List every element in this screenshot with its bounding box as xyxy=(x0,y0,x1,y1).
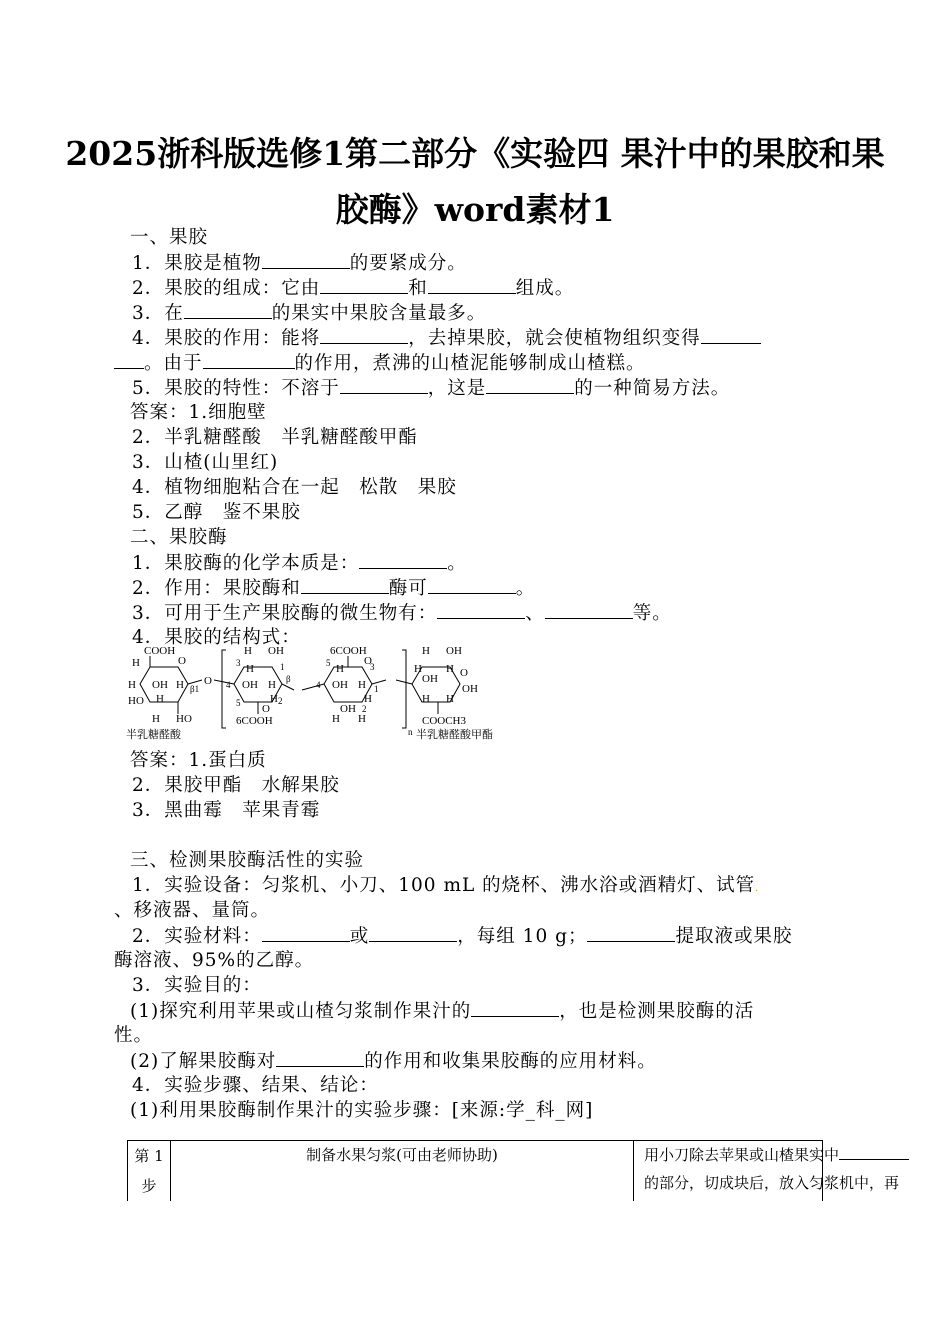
answer-line: 答案：1.细胞壁 xyxy=(130,402,267,423)
formula-label: β xyxy=(286,674,291,684)
blank xyxy=(701,325,761,344)
text: ，去掉果胶，就会使植物组织变得 xyxy=(408,328,701,349)
text: ，每组 10 g； xyxy=(457,926,588,947)
formula-label: H xyxy=(246,663,254,675)
answer-line: 5．乙醇 鉴不果胶 xyxy=(132,502,301,523)
table-cell-title: 制备水果匀浆(可由老师协助) xyxy=(171,1141,634,1201)
formula-label: H xyxy=(332,713,340,725)
blank xyxy=(262,250,350,269)
question-line: 4．果胶的结构式： xyxy=(132,627,301,648)
formula-label: H xyxy=(446,693,454,705)
question-line xyxy=(114,350,834,376)
document-title: 2025浙科版选修1第二部分《实验四 果汁中的果胶和果胶酶》word素材1 xyxy=(65,134,885,229)
formula-label: OH xyxy=(446,645,462,657)
blank xyxy=(203,350,295,369)
blank xyxy=(301,575,389,594)
text: 。由于 xyxy=(144,353,203,374)
formula-label: H xyxy=(414,663,422,675)
blank xyxy=(471,998,559,1017)
blank xyxy=(320,275,408,294)
text: 提取液或果胶 xyxy=(675,926,793,947)
formula-label: H xyxy=(152,713,160,725)
text: 等。 xyxy=(632,603,672,624)
answer-line: 3．山楂(山里红) xyxy=(132,452,279,473)
text: 组成。 xyxy=(515,278,575,299)
text-line: 、移液器、量筒。 xyxy=(114,900,271,921)
formula-label: H xyxy=(364,693,372,705)
question-line xyxy=(132,250,852,276)
text: 2．实验材料： xyxy=(132,926,262,947)
text-line: 酶溶液、95%的乙醇。 xyxy=(114,950,315,971)
formula-label: H xyxy=(446,663,454,675)
text: 、 xyxy=(525,603,545,624)
formula-label: H xyxy=(268,679,276,691)
step-number: 第 1 xyxy=(134,1147,164,1165)
formula-label: OH xyxy=(340,703,356,715)
blank xyxy=(340,375,428,394)
right-bracket xyxy=(402,650,406,728)
description-line xyxy=(644,1141,840,1169)
text-line: 3．实验目的： xyxy=(132,975,262,996)
formula-label: 3 xyxy=(370,662,375,672)
text: 的作用和收集果胶酶的应用材料。 xyxy=(364,1051,657,1072)
formula-label: OH xyxy=(422,673,438,685)
formula-label: OH xyxy=(242,679,258,691)
text: 和 xyxy=(408,278,428,299)
formula-label: 6COOH xyxy=(330,645,367,657)
formula-label: H xyxy=(270,693,278,705)
step-word: 步 xyxy=(141,1177,157,1195)
formula-label: HO xyxy=(176,713,192,725)
formula-label: 1 xyxy=(280,662,285,672)
text: 1．实验设备：匀浆机、小刀、100 mL 的烧杯、沸水浴或酒精灯、试管 xyxy=(132,875,756,896)
blank xyxy=(262,923,350,942)
text: 的要紧成分。 xyxy=(349,253,467,274)
table-cell-step xyxy=(128,1141,171,1201)
text: 。 xyxy=(515,578,536,599)
blank xyxy=(839,1141,909,1160)
text-line xyxy=(130,1048,850,1074)
formula-label: H xyxy=(244,645,252,657)
text: 4．果胶的作用：能将 xyxy=(132,328,321,349)
formula-label: 4 xyxy=(316,680,321,690)
formula-label: 6COOH xyxy=(236,715,273,727)
answer-line: 2．果胶甲酯 水解果胶 xyxy=(132,775,340,796)
blank xyxy=(359,550,447,569)
section-heading: 三、检测果胶酶活性的实验 xyxy=(130,850,365,871)
text-line xyxy=(130,998,850,1024)
text: 或 xyxy=(349,926,370,947)
formula-label: H xyxy=(358,679,366,691)
question-line xyxy=(132,325,852,351)
blank xyxy=(428,275,516,294)
question-line xyxy=(132,375,852,401)
description-line: 的部分，切成块后，放入匀浆机中，再 xyxy=(644,1174,900,1192)
formula-label: O xyxy=(364,655,372,667)
question-line xyxy=(132,550,852,576)
text: 的作用，煮沸的山楂泥能够制成山楂糕。 xyxy=(294,353,646,374)
text: 5．果胶的特性：不溶于 xyxy=(132,378,340,399)
formula-label: 4 xyxy=(226,680,231,690)
text-line: (1)利用果胶酶制作果汁的实验步骤：[来源:学_科_网] xyxy=(130,1100,594,1121)
answer-line: 4．植物细胞粘合在一起 松散 果胶 xyxy=(132,477,457,498)
text: 的果实中果胶含量最多。 xyxy=(271,303,487,324)
formula-label: 1 xyxy=(374,684,379,694)
text: 用小刀除去苹果或山楂果实中 xyxy=(644,1146,840,1164)
text: 1．果胶酶的化学本质是： xyxy=(132,553,360,574)
formula-label: H xyxy=(128,679,136,691)
text: (2)了解果胶酶对 xyxy=(130,1051,277,1072)
answer-line: 2．半乳糖醛酸 半乳糖醛酸甲酯 xyxy=(132,427,418,448)
formula-label: H xyxy=(422,645,430,657)
formula-label: O xyxy=(178,655,186,667)
formula-label: HO xyxy=(128,695,144,707)
question-line xyxy=(132,575,852,601)
formula-label: COOCH3 xyxy=(422,715,467,727)
answer-line: 3．黑曲霉 苹果青霉 xyxy=(132,800,321,821)
marker-dot: . xyxy=(755,884,760,894)
section-heading: 一、果胶 xyxy=(130,227,209,248)
blank xyxy=(320,325,408,344)
blank xyxy=(428,575,516,594)
text: 。 xyxy=(447,553,467,574)
text-line: 性。 xyxy=(114,1025,154,1046)
formula-label: OH xyxy=(268,645,284,657)
formula-label: OH xyxy=(152,679,168,691)
blank xyxy=(276,1048,364,1067)
blank xyxy=(437,600,525,619)
text: ，这是 xyxy=(427,378,487,399)
formula-label: H xyxy=(132,657,140,669)
formula-label: 2 xyxy=(362,704,367,714)
blank xyxy=(184,300,272,319)
formula-label: H xyxy=(358,713,366,725)
formula-label: H xyxy=(156,693,164,705)
text: 的一种简易方法。 xyxy=(574,378,731,399)
blank xyxy=(545,600,633,619)
formula-label: 3 xyxy=(236,658,241,668)
repeat-n-label: n xyxy=(408,727,413,737)
experiment-steps-table xyxy=(127,1140,900,1201)
text: 3．可用于生产果胶酶的微生物有： xyxy=(132,603,438,624)
formula-label: H xyxy=(422,693,430,705)
table-cell-description xyxy=(634,1141,900,1201)
formula-label: H xyxy=(336,663,344,675)
pectin-structure-figure xyxy=(122,642,512,742)
question-line xyxy=(132,300,852,326)
text: ，也是检测果胶酶的活 xyxy=(559,1001,755,1022)
blank xyxy=(587,923,675,942)
formula-label: COOH xyxy=(144,645,176,657)
text-line: 4．实验步骤、结果、结论： xyxy=(132,1075,379,1096)
formula-label: 5 xyxy=(236,698,241,708)
blank xyxy=(486,375,574,394)
formula-label: OH xyxy=(462,683,478,695)
text-line xyxy=(132,923,852,949)
blank xyxy=(369,923,457,942)
formula-label: H xyxy=(176,679,184,691)
text: 2．作用：果胶酶和 xyxy=(132,578,301,599)
answer-line: 答案：1.蛋白质 xyxy=(130,750,267,771)
text: 3．在 xyxy=(132,303,184,324)
formula-label: 5 xyxy=(326,658,331,668)
right-compound-label: 半乳糖醛酸甲酯 xyxy=(416,729,493,741)
section-heading: 二、果胶酶 xyxy=(130,527,228,548)
formula-label: O xyxy=(262,703,270,715)
question-line xyxy=(132,600,852,626)
formula-label: O xyxy=(460,667,468,679)
text: 2．果胶的组成：它由 xyxy=(132,278,321,299)
text: (1)探究利用苹果或山楂匀浆制作果汁的 xyxy=(130,1001,472,1022)
text: 酶可 xyxy=(388,578,428,599)
left-compound-label: 半乳糖醛酸 xyxy=(126,729,181,741)
formula-label: OH xyxy=(332,679,348,691)
text: 1．果胶是植物 xyxy=(132,253,262,274)
blank xyxy=(114,350,144,369)
question-line xyxy=(132,275,852,301)
formula-label: β1 xyxy=(190,684,200,694)
formula-label: O xyxy=(204,675,212,687)
formula-label: 2 xyxy=(278,696,283,706)
